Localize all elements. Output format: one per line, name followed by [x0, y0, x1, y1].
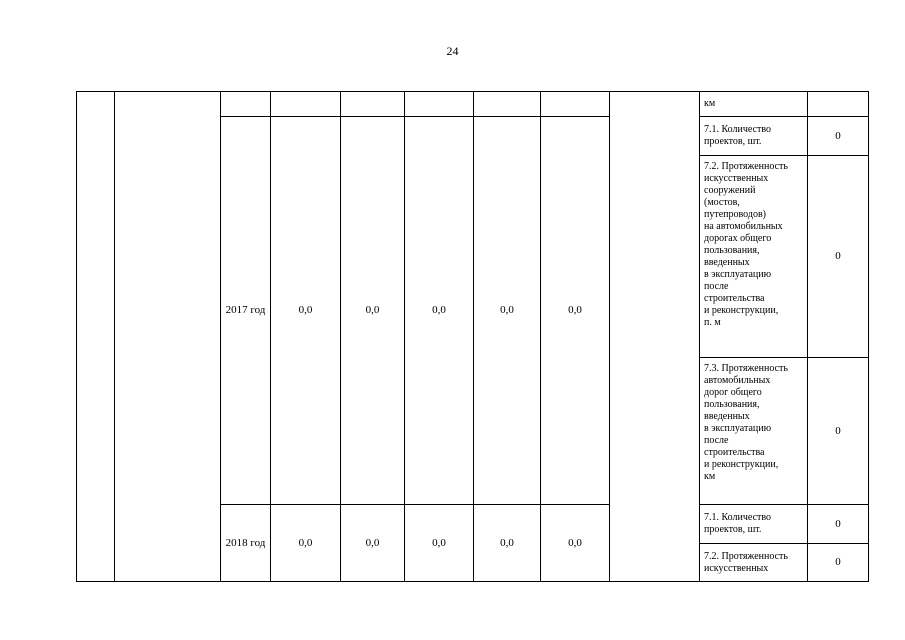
indicator-label: 7.3. Протяженность автомобильных дорог общего пользования, введенных в эксплуатацию после строительства и реконструкции, км [704, 363, 788, 482]
col-border [609, 91, 610, 582]
indicator-label: 7.2. Протяженность искусственных сооружений (мостов, путепроводов) на автомобильных дорогах общего пользования, введенных в эксплуатацию после строительства и реконструкции, п. м [704, 161, 788, 328]
year-cell: 2017 год [225, 304, 266, 316]
indicator-value: 0 [835, 129, 841, 142]
indicator-label: 7.2. Протяженность искусственных [704, 550, 788, 574]
indicator-value [808, 92, 868, 116]
year-cell: 2018 год [225, 536, 266, 549]
indicator-label: 7.1. Количество проектов, шт. [704, 124, 772, 147]
value-cell: 0,0 [500, 536, 514, 549]
value-cell: 0,0 [365, 536, 380, 549]
value-cell: 0,0 [568, 536, 582, 549]
page-number: 24 [446, 44, 459, 58]
value-cell: 0,0 [298, 304, 313, 316]
indicator-value: 0 [835, 250, 841, 262]
indicator-label: 7.1. Количество проектов, шт. [704, 512, 772, 535]
indicator-value: 0 [835, 424, 841, 437]
value-cell: 0,0 [432, 536, 446, 549]
value-cell: 0,0 [365, 304, 380, 316]
value-cell: 0,0 [432, 304, 446, 316]
indicator-label: км [704, 98, 716, 109]
col-border [114, 91, 115, 582]
indicator-value: 0 [835, 556, 841, 568]
col-border [76, 91, 77, 582]
indicator-value: 0 [835, 517, 841, 530]
col-border [868, 91, 869, 582]
value-cell: 0,0 [500, 304, 514, 316]
value-cell: 0,0 [298, 536, 313, 549]
value-cell: 0,0 [568, 304, 582, 316]
